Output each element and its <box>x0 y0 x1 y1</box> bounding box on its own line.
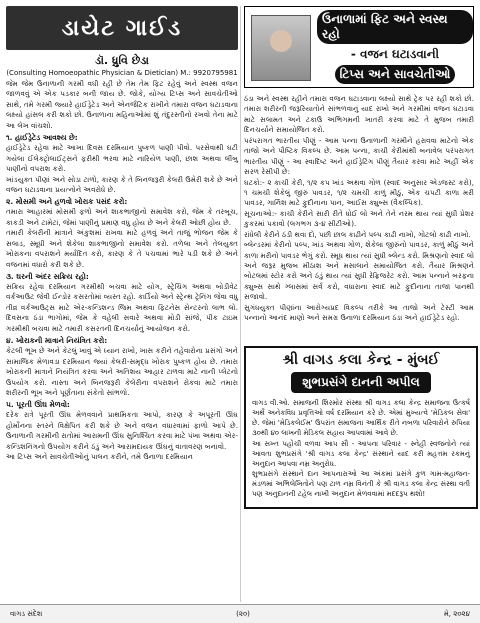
section-5-text: દરેક રાત્રે પૂરતી ઊંઘ મેળવવાને પ્રાથમિકતા આપો, કારણ કે અપૂરતી ઊંઘ હોર્મોનના સ્તરને વિક્ષેપિત કરી શકે છે અને વજન વધારવામાં ફાળો આપે છે. ઉનાળાની ગરમીની રાતોમાં આરામની ઊંઘ સુનિશ્ચિત કરવા માટે પંખા અથવા એર-કન્ડિશનિંગનો ઉપયોગ કરીને ઠંડું અને આરામદાયક ઊંઘનું વાતાવરણ બનાવો. <box>6 410 238 451</box>
section-4-text: કેટલી ભૂખ છે અને કેટલું ખાવું એ ધ્યાન રાખો, ખાસ કરીને તહેવારોના પ્રસંગો અને સામાજિક મેળાવડા દરમિયાન જ્યાં કેલરી-સમૃદ્ધ ખોરાક પુષ્કળ હોય છે. તમારા ખોરાકની માત્રાને નિયંત્રિત કરવા અને અતિશય આહાર ટાળવા માટે નાની પ્લેટનો ઉપયોગ કરો. નાસ્તા અને બિનજરૂરી કેલેરીના વપરાશને રોકવા માટે તમારા શરીરની ભૂખ અને પૂર્ણતાના સંકેતો સાંભળો. <box>6 346 238 397</box>
column-divider <box>240 6 241 602</box>
footer-page-number: (૨૦) <box>236 609 250 618</box>
instructions-text: સૂચનાઓ:- કાચી કેરીને સારી રીતે ધોઈ લો અને તેને નરમ થાય ત્યાં સુધી પ્રેશર કુકરમાં પકાવો (લગભગ ૩-૪ સીટીઓ). <box>244 208 474 229</box>
section-1-text: હાઈડ્રેટેડ રહેવા માટે આખા દિવસ દરમિયાન પુષ્કળ પાણી પીવો. પરસેવાથી ઘટી ગયેલા ઈલેક્ટ્રોલાઈટ્સને ફરીથી ભરવા માટે નારિયેળ પાણી, છાશ અથવા લીંબુ પાણીનો વપરાશ કરો. <box>6 143 238 174</box>
right-column <box>244 0 474 324</box>
section-3-text: સક્રિય રહેવા દરમિયાન ગરમીથી બચવા માટે યોગ, સ્ટ્રેચિંગ અથવા બોડીવેટ વર્કઆઉટ જેવી ઈન્ડોર કસરતોમાં વ્યસ્ત રહો. કાર્ડિયો અને સ્ટ્રેન્થ ટ્રેનિંગ જેવા વધુ તીવ્ર વર્કઆઉટ્સ માટે એર-કન્ડિશન્ડ જિમ અથવા ફિટનેસ સેન્ટરનો લાભ લો. દિવસના ઠંડા ભાગોમાં, જેમ કે વહેલી સવારે અથવા મોડી સાંજે, પીક ટાઇમ ગરમીથી બચવા માટે તમારી કસરતની દિનચર્યાનું આયોજન કરો. <box>6 282 238 333</box>
author-name: ડૉ. ધ્રુવિ છેડા <box>95 54 149 67</box>
article-title <box>317 7 473 87</box>
title-line-1: ઉનાળામાં ફિટ અને સ્વસ્થ રહો <box>317 10 473 44</box>
page-footer <box>0 604 480 623</box>
intro-text: જેમ જેમ ઉનાળાની ગરમી વધી રહી છે તેમ તેમ ફિટ રહેવું અને સ્વસ્થ વજન જાળવવું એ એક પડકાર બની જાય છે. જોકે, યોગ્ય ટિપ્સ અને સાવચેતીઓ સાથે, તમે ગરમી જ્યારે હાઈડ્રેટેડ અને એનર્જટિક રાખીને તમારા વજન ઘટાડવાના લક્ષ્યો હાંસલ કરી શકો છો. ઉનાળાના મહિનાઓમાં શું તંદુરસ્તીનો રખવો તેના માટે આ લેખ વાંચશો. <box>6 79 238 130</box>
footer-left: વાગડ સંદેશ <box>10 609 43 618</box>
section-2-more: તમારી કેલરીની માત્રાને અંકુશમાં રાખવા માટે હળવું અને તાજું ભોજન જેમ કે સલાડ, સ્મૂધી અને શેકેલા શાકભાજીનો સમાવેશ કરો. તળેલા અને તેલયુક્ત ખોરાકના વપરાશને મર્યાદિત કરો, કારણ કે તે પચવામાં ભારે પડી શકે છે અને વજનમાં વધારો કરી શકે છે. <box>6 228 238 269</box>
section-2-text: તમારા આહારમાં મોસમી ફળો અને શાકભાજીનો સમાવેશ કરો, જેમ કે તરબૂચ, કાકડી અને ટામેટાં, જેમાં પાણીનું પ્રમાણ વધુ હોય છે અને કેલરી ઓછી હોય છે. <box>6 207 238 227</box>
section-2-heading: ૨. મોસમી અને હળવો ખોરાક પસંદ કરો: <box>6 197 128 207</box>
appeal-text-1: વાગડ વી.ઓ. સમાજની શિરમોર સંસ્થા શ્રી વાગડ કલા કેન્દ્ર સમાજના ઉત્કર્ષ અર્થે અનેકવિધ પ્રવૃત્તિઓ વર્ષ દરમિયાન કરે છે. એમાં મુખ્યત્વે 'મેડિકલ સેવા' છે. જેમાં 'મેડિકલેઈમ' ઉપરાંત સમાજના આર્થિક રીતે નબળા પરિવારોને રુપિયા ૩૦થી ૪૦ લાખની મેડિકલ સહાય આપવામાં આવે છે. <box>252 399 470 438</box>
section-1-heading: ૧. હાઈડ્રેટેડ આવશ્ય છે: <box>6 133 78 143</box>
appeal-text-2: આ સખ્ત પહોંચી વળવા આપ સૌ - આપના પરિવાર - સ્નેહી સ્વજનોને ત્યાં આવતા શુભપ્રસંગે 'શ્રી વાગડ કલા કેન્દ્ર' સંસ્થાને યાદ કરી મહત્તમ રકમનું અનુદાન આપવા નમ્ર અનુરોધ. <box>252 439 470 468</box>
right-paragraph-1: ઠંડા અને સ્વસ્થ રહીને તમારા વજન ઘટાડવાના લક્ષ્યો સાથે ટ્રેક પર રહી શકો છો. તમારા શરીરની જરૂરિયાતોને સાંભળવાનું યાદ રાખો અને ગરમીમાં વજન ઘટાડવા માટે સલામત અને ટકાઉ અભિગમની ખાતરી કરવા માટે તે મુજબ તમારી દિનચર્યાને સમાયોજિત કરો. <box>244 94 474 135</box>
ingredients-text: ઘટકો:- ૨ કાચી કેરી, ૧/૨ કપ ખાંડ અથવા ગોળ (સ્વાદ અનુસાર એડજસ્ટ કરો), ૧ ચમચી શેકેલું જીરું પાવડર, ૧/૨ ચમચી કાળું મીઠું, એક ચપટી કાળા મરી પાવડર, ગાર્નિશ માટે ફુદીનાના પાન, આઈસ ક્યુબ્સ (વૈકલ્પિક). <box>244 177 474 208</box>
section-1-more: ખાંડયુક્ત પીણાં અને સોડા ટાળો, કારણ કે તે બિનજરૂરી કેલરી ઉમેરી શકે છે અને વજન ઘટાડવાના પ્રયત્નોને અવરોધે છે. <box>6 174 238 194</box>
article-right <box>244 94 474 324</box>
right-paragraph-5: રાંધેલી કેરીને ઠંડી થવા દો, પછી છાલ કાઢીને પલ્પ કાઢી નાખો, ગોટલો કાઢી નાખો. <box>244 229 471 239</box>
appeal-badge: શુભપ્રસંગે દાનની અપીલ <box>291 372 431 393</box>
appeal-text-3: શુભપ્રસંગે સંસ્થાને દાન આપનારાઓ આ અંકમાં પ્રસંગે કુળ ગામ-મહાજન-મંડળમાં અભિલેખિતોને પણ ટાળ નમ્ર વિનંતી કે શ્રી વાગડ કલા કેન્દ્ર સંસ્થા વતી પણ અનુદાનની ટહેલ નાખી અનુદાન મેળવવામાં મદદરૂપ થશો! <box>252 469 470 499</box>
title-line-3: ટિપ્સ અને સાવચેતીઓ <box>335 65 456 84</box>
diet-guide-banner: ડાયેટ ગાઈડ <box>6 6 238 50</box>
article-left <box>6 79 238 463</box>
article-banner <box>244 6 474 88</box>
section-5-more: આ ટિપ્સ અને સાવચેતીઓનું પાલન કરીને, તમે ઉનાળા દરમિયાન <box>6 452 194 462</box>
right-paragraph-7: સુગંધયુક્ત પીણાંના આરોગ્યપ્રદ વિકલ્પ તરીકે આ તાજો અને ટેસ્ટી આમ પન્નાનો આનંદ માણો અને સમગ્ર ઉનાળા દરમિયાન ઠંડા અને હાઈડ્રેટેડ રહો. <box>244 302 474 323</box>
title-line-2: - વજન ઘટાડવાની <box>350 47 440 61</box>
donation-appeal-box <box>244 346 478 509</box>
author-meta: (Consulting Homoeopathic Physician & Dietician) M.: 9920795981 <box>6 69 238 77</box>
author-photo <box>251 15 311 81</box>
right-paragraph-2: પરંપરાગત ભારતીય પીણું - આમ પન્ના ઉનાળાની ગરમીને હરાવવા માટેનો એક તાજો અને પૌષ્ટિક વિકલ્પ છે. આમ પન્ના, કાચી કેરીમાંથી બનાવેલ પરંપરાગત ભારતીય પીણું - આ સ્વાદિષ્ટ અને હાઈડ્રેટિંગ પીણું તૈયાર કરવા માટે અહીં એક સરળ રેસીપી છે: <box>244 135 474 177</box>
appeal-title: શ્રી વાગડ કલા કેન્દ્ર - મુંબઈ <box>282 352 440 368</box>
footer-date: મે, ૨૦૨૪ <box>443 609 470 618</box>
section-5-heading: ૫. પૂરતી ઊંઘ મેળવો: <box>6 400 70 410</box>
appeal-text <box>246 393 476 507</box>
section-3-heading: ૩. ઘરની અંદર સક્રિય રહો: <box>6 272 89 281</box>
right-paragraph-6: બ્લેન્ડરમાં કેરીનો પલ્પ, ખાંડ અથવા ગોળ, શેકેલા જીરુંનો પાવડર, કાળું મીઠું અને કાળા મરીનો પાવડર ભેગું કરો. સ્મૂધ થાય ત્યાં સુધી બ્લેન્ડ કરો. મિશ્રણનો સ્વાદ લો અને જરૂર મુજબ મીઠાશ અને મસાલાને સમાયોજિત કરો. તૈયાર મિશ્રણને બોટલમાં સ્ટોર કરો અને ઠંડું થાય ત્યાં સુધી રેફ્રિજરેટ કરો. આમ પન્નાને બરફના ક્યુબ્સ સાથે ગ્લાસમાં સર્વ કરો, વધારાના સ્વાદ માટે ફુદીનાના તાજા પાનથી સજાવો. <box>244 240 474 302</box>
section-4-heading: ૪. ખોરાકની માત્રાને નિયંત્રિત કરો: <box>6 336 108 346</box>
left-column <box>6 0 238 463</box>
portrait-head <box>270 30 292 52</box>
